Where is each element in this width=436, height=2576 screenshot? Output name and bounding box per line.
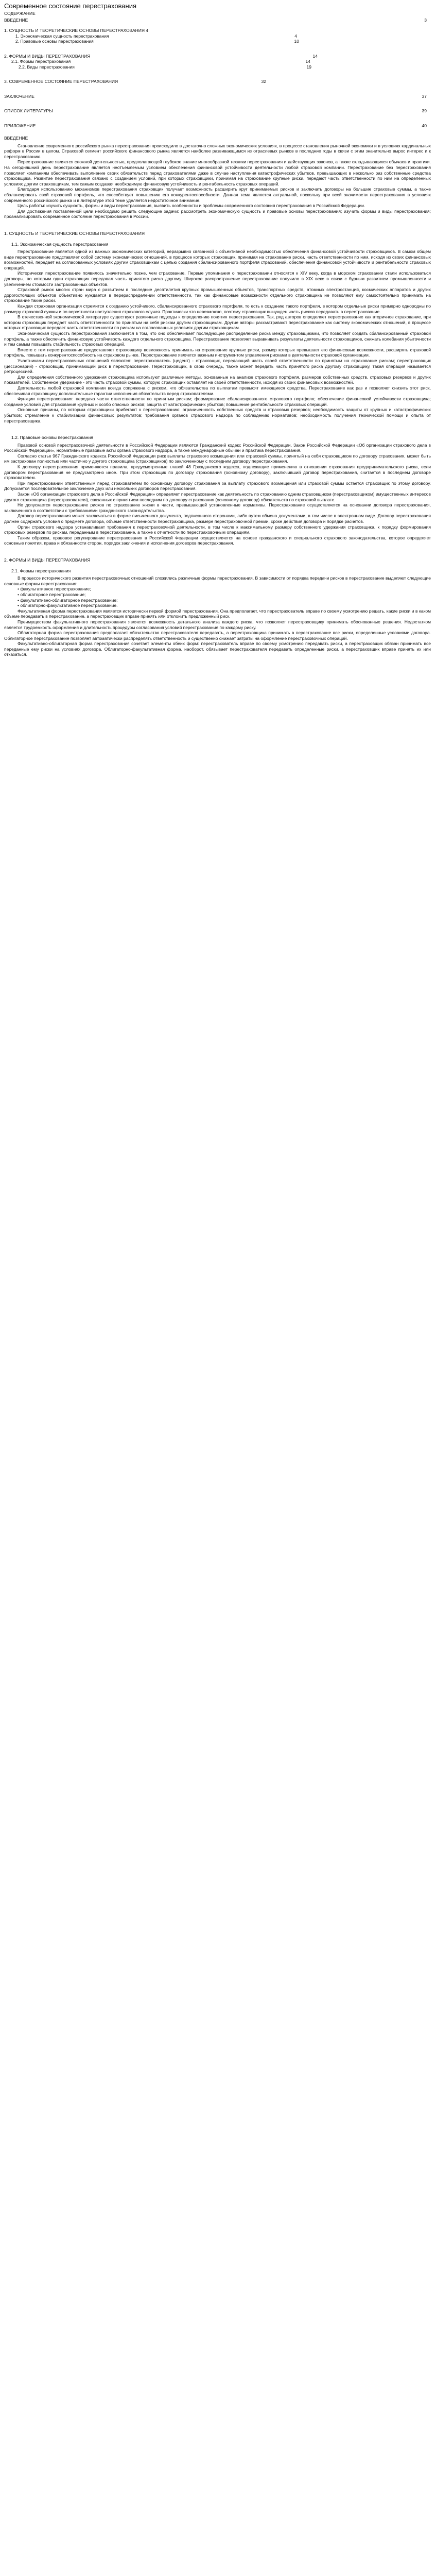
section-2-1-heading: 2.1. Формы перестрахования [11, 568, 71, 573]
toc-item-references[interactable] [4, 108, 431, 114]
section-1-1-paragraph: Каждая страховая организация стремится к созданию устойчивого, сбалансированного страхового портфеля, то есть к созданию такого портфеля, в котором отдельные риски примерно однородны по размеру страховой суммы и по вероятности наступления страхового случая. Практически это невозможно, поэтому страховщик вынужден часть рисков передавать в перестрахование. [4, 303, 431, 314]
toc-item-label: 3. СОВРЕМЕННОЕ СОСТОЯНИЕ ПЕРЕСТРАХОВАНИЯ [4, 79, 118, 84]
toc-item-page: 32 [261, 79, 266, 84]
intro-heading: ВВЕДЕНИЕ [4, 135, 28, 141]
table-of-contents [4, 11, 431, 128]
section-1-1-paragraph: Для определения собственного удержания страховщика используют различные методы, основанные на анализе страхового портфеля, размеров собственных средств, страховых резервов и других показателей. Собственное удержание - это часть страховой суммы, которую страховщик оставляет на своей ответственности, исходя из своих финансовых возможностей. [4, 374, 431, 385]
toc-item-conclusion[interactable] [4, 94, 431, 99]
section-1-1-paragraph: Исторически перестрахование появилось значительно позже, чем страхование. Первые упоминания о перестраховании относятся к XIV веку, когда в морском страховании стали использоваться договоры, по которым один страховщик передавал часть принятого риска другому. Широкое распространение перестрахование получило в XIX веке в связи с бурным развитием промышленности и увеличением стоимости застрахованных объектов. [4, 270, 431, 287]
toc-item-label: 2. Правовые основы перестрахования [15, 39, 94, 44]
toc-item-section-1-1[interactable] [4, 33, 431, 39]
section-1-2-paragraph: Закон «Об организации страхового дела в Российской Федерации» определяет перестрахование как деятельность по страхованию одним страховщиком (перестраховщиком) имущественных интересов другого страховщика (перестрахователя), связанных с принятием последним по договору страхования (основному договору) обязательств по страховой выплате. [4, 492, 431, 502]
toc-heading: СОДЕРЖАНИЕ [4, 11, 36, 16]
toc-item-label: 1. Экономическая сущность перестрахования [15, 33, 109, 39]
toc-item-page: 10 [294, 39, 299, 44]
toc-item-section-1-2[interactable] [4, 39, 431, 44]
list-item: • облигаторное перестрахование; [18, 591, 86, 597]
list-item: • факультативно-облигаторное перестрахование; [18, 597, 118, 603]
section-1-2-paragraph: Не допускается перестрахование рисков по страхованию жизни в части, превышающей установленные нормативы. Перестрахование осуществляется на основании договора перестрахования, заключенного в соответствии с требованиями гражданского законодательства. [4, 502, 431, 513]
toc-item-page: 14 [312, 53, 318, 59]
section-1-2-paragraph: Орган страхового надзора устанавливает требования к перестраховочной деятельности, в том числе к максимальному размеру собственного удержания страховщика, к порядку формирования страховых резервов по рискам, переданным в перестрахование, а также к отчетности по перестраховочным операциям. [4, 524, 431, 535]
section-2-heading: 2. ФОРМЫ И ВИДЫ ПЕРЕСТРАХОВАНИЯ [4, 557, 91, 563]
toc-item-page: 37 [422, 93, 427, 99]
section-1-1-paragraph: Деятельность любой страховой компании всегда сопряжена с риском, что обязательства по выплатам превысят имеющиеся средства. Перестрахование как раз и позволяет снизить этот риск, обеспечивая страховщику дополнительные гарантии исполнения обязательств перед страхователями. [4, 385, 431, 396]
section-1-2-paragraph: К договору перестрахования применяются правила, предусмотренные главой 48 Гражданского кодекса, подлежащие применению в отношении страхования предпринимательского риска, если договором перестрахования не предусмотрено иное. При этом страховщик по договору страхования (основному договору), заключивший договор перестрахования, считается в последнем договоре страхователем. [4, 464, 431, 481]
section-1-1-paragraph: В отечественной экономической литературе существуют различные подходы к определению понятия перестрахования. Так, ряд авторов определяет перестрахование как вторичное страхование, при котором страховщик передает часть ответственности по принятым на себя рискам другим страховщикам. Другие авторы рассматривают перестрахование как систему экономических отношений, в процессе которых страховщик передает часть ответственности по рискам на согласованных условиях другим страховщикам. [4, 314, 431, 331]
toc-item-label: ВВЕДЕНИЕ [4, 17, 28, 23]
intro-paragraph: Перестрахование является сложной деятельностью, предполагающей глубокое знание многообразной техники перестрахования и действующих законов, а также складывающихся обычаев и практики. На сегодняшний день перестрахование является неотъемлемым условием обеспечения финансовой устойчивости деятельности любой страховой компании. Перестрахование без перестрахования позволяет компаниям обеспечивать выполнение своих обязательств перед страхователями даже в случае наступления катастрофических убытков, превышающих в несколько раз собственные средства страховщика. Развитие перестрахования связано с созданием условий, при которых страховщики, принимая на страхование крупные риски, передают часть ответственности по ним на определенных условиях другим страховщикам, тем самым создавая необходимую финансовую устойчивость и рентабельность страховых операций. [4, 159, 431, 187]
section-2-1-paragraph: Факультативно-облигаторная форма перестрахования сочетает элементы обеих форм: перестрахователь вправе по своему усмотрению передавать риски, а перестраховщик обязан принимать все переданные ему риски на условиях договора. Облигаторно-факультативная форма, наоборот, обязывает перестрахователя передавать определенные риски, а перестраховщик вправе принять их или отказаться. [4, 641, 431, 657]
toc-item-section-1[interactable] [4, 28, 431, 33]
toc-item-label: СПИСОК ЛИТЕРАТУРЫ [4, 108, 53, 113]
toc-item-section-3[interactable] [4, 79, 431, 84]
section-1-1-paragraph: Участниками перестраховочных отношений являются: перестрахователь (цедент) - страховщик, передающий часть своей ответственности по принятым на страхование рискам; перестраховщик (цессионарий) - страховщик, принимающий риск в перестрахование. Перестраховщик, в свою очередь, также может передать часть принятого риска другому страховщику, такая операция называется ретроцессией. [4, 358, 431, 375]
section-1-1-paragraph: Перестрахование является одной из важных экономических категорий, неразрывно связанной с объективной необходимостью обеспечения финансовой устойчивости страховщиков. В самом общем виде перестрахование представляет собой систему экономических отношений, в процессе которых страховщик, принимая на страхование риски, часть ответственности по ним, исходя из своих финансовых возможностей, передает на согласованных условиях другим страховщикам с целью создания сбалансированного портфеля страхований, обеспечения финансовой устойчивости и рентабельности страховых операций. [4, 249, 431, 270]
section-1-2-paragraph: Согласно статье 967 Гражданского кодекса Российской Федерации риск выплаты страхового возмещения или страховой суммы, принятый на себя страховщиком по договору страхования, может быть им застрахован полностью или частично у другого страховщика (страховщиков) по заключенному с последним договору перестрахования. [4, 453, 431, 464]
intro-paragraph: Становление современного российского рынка перестрахования происходило в достаточно сложных экономических условиях, в процессе становления рыночной экономики и в условиях кардинальных реформ в России в целом. Страховой сегмент российского финансового рынка является наиболее развивающимся из отраслевых рынков в последние годы в связи с этим значительно вырос интерес и к перестрахованию. [4, 143, 431, 159]
section-1-heading: 1. СУЩНОСТЬ И ТЕОРЕТИЧЕСКИЕ ОСНОВЫ ПЕРЕСТРАХОВАНИЯ [4, 230, 145, 236]
list-item: • факультативное перестрахование; [18, 586, 91, 592]
toc-item-label: 2.1. Формы перестрахования [11, 59, 71, 64]
toc-item-page: 19 [306, 64, 311, 70]
toc-item-section-2-1[interactable] [4, 59, 431, 64]
list-item: • облигаторно-факультативное перестрахование. [18, 603, 118, 608]
intro-paragraph: Для достижения поставленной цели необходимо решить следующие задачи: рассмотреть экономическую сущность и правовые основы перестрахования; изучить формы и виды перестрахования; проанализировать современное состояние перестрахования в России. [4, 208, 431, 219]
toc-item-page: 14 [305, 59, 310, 64]
section-1-1-paragraph: Экономическая сущность перестрахования заключается в том, что оно обеспечивает последующее распределение риска между страховщиками, что позволяет создать сбалансированный страховой портфель, а также обеспечить финансовую устойчивость каждого отдельного страховщика. Перестрахование позволяет выравнивать результаты деятельности страховщиков, снижать колебания убыточности и тем самым повышать стабильность страховых операций. [4, 331, 431, 347]
section-2-1-paragraph: Преимуществом факультативного перестрахования является возможность детального анализа каждого риска, что позволяет перестраховщику принимать обоснованные решения. Недостатком является трудоемкость оформления и длительность процедуры согласования условий перестрахования по каждому риску. [4, 619, 431, 630]
toc-item-page: 40 [422, 123, 427, 128]
intro-paragraph: Цель работы: изучить сущность, формы и виды перестрахования, выявить особенности и проблемы современного состояния перестрахования в Российской Федерации. [18, 203, 365, 209]
toc-item-appendix[interactable] [4, 123, 431, 129]
section-2-1-paragraph: Факультативная форма перестрахования является исторически первой формой перестрахования. Она предполагает, что перестрахователь вправе по своему усмотрению решать, какие риски и в каком объеме передавать в перестрахование, а перестраховщик вправе принять или отклонить предложенный риск. [4, 608, 431, 619]
section-1-2-heading: 1.2. Правовые основы перестрахования [11, 435, 93, 440]
document-title: Современное состояние перестрахования [4, 2, 137, 10]
section-1-1-paragraph: Страховой рынок многих стран мира с развитием в последние десятилетия крупных промышленных объектов, транспортных средств, атомных электростанций, космических аппаратов и других дорогостоящих объектов объективно нуждается в перераспределении ответственности, так как финансовые возможности отдельного страховщика не позволяют ему самостоятельно принимать на страхование такие риски. [4, 287, 431, 303]
section-2-1-paragraph: Облигаторная форма перестрахования предполагает обязательство перестрахователя передавать, а перестраховщика принимать в перестрахование все риски, определенные условиями договора. Облигаторное перестрахование позволяет автоматически распределять ответственность и существенно снижает затраты на оформление перестраховочных операций. [4, 630, 431, 641]
toc-item-label: 2.2. Виды перестрахования [19, 64, 75, 70]
toc-item-section-2-2[interactable] [4, 64, 431, 70]
section-1-1-paragraph: Функции перестрахования: передача части ответственности по принятым рискам; формирование сбалансированного страхового портфеля; обеспечение финансовой устойчивости страховщика; создание условий для страхования крупных и особо опасных рисков; защита от катастрофических убытков; повышение рентабельности страховых операций. [4, 396, 431, 407]
toc-item-label: ПРИЛОЖЕНИЕ [4, 123, 36, 128]
section-1-1-paragraph: Вместе с тем перестрахование предоставляет страховщику возможность принимать на страхование крупные риски, размер которых превышает его финансовые возможности, расширять страховой портфель, повышать конкурентоспособность на страховом рынке. Перестрахование является важным инструментом управления рисками в деятельности страховой организации. [4, 347, 431, 358]
intro-paragraph: Благодаря использованию механизмов перестрахования страховщик получает возможность расширить круг принимаемых рисков и заключать договоры на большие страховые суммы, а также сбалансировать свой страховой портфель, что способствует повышению его конкурентоспособности. Данная тема является актуальной, поскольку при всей значимости перестрахования в условиях современного российского рынка и в литературе этой теме уделяется недостаточное внимание. [4, 187, 431, 203]
section-1-2-paragraph: Договор перестрахования может заключаться в форме письменного документа, подписанного сторонами, либо путем обмена документами, в том числе в электронном виде. Договор перестрахования должен содержать условия о предмете договора, объеме ответственности перестраховщика, размере перестраховочной премии, сроке действия договора и порядке расчетов. [4, 513, 431, 524]
toc-item-label: 2. ФОРМЫ И ВИДЫ ПЕРЕСТРАХОВАНИЯ [4, 53, 91, 59]
toc-item-label: 1. СУЩНОСТЬ И ТЕОРЕТИЧЕСКИЕ ОСНОВЫ ПЕРЕСТРАХОВАНИЯ 4 [4, 28, 149, 33]
section-2-1-paragraph: В процессе исторического развития перестраховочных отношений сложились различные формы перестрахования. В зависимости от порядка передачи рисков в перестрахование выделяют следующие основные формы перестрахования: [4, 575, 431, 586]
toc-item-intro[interactable] [4, 18, 431, 23]
section-1-2-paragraph: При перестраховании ответственным перед страхователем по основному договору страхования за выплату страхового возмещения или страховой суммы остается страховщик по этому договору. Допускается последовательное заключение двух или нескольких договоров перестрахования. [4, 480, 431, 492]
section-1-1-paragraph: Основные причины, по которым страховщики прибегают к перестрахованию: ограниченность собственных средств и страховых резервов; необходимость защиты от крупных и катастрофических убытков; стремление к стабилизации финансовых результатов; требования органов страхового надзора по соблюдению нормативов; необходимость получения технической помощи и опыта от перестраховщика. [4, 407, 431, 423]
toc-item-label: ЗАКЛЮЧЕНИЕ [4, 93, 34, 99]
document-body [4, 135, 431, 657]
toc-item-page: 39 [422, 108, 427, 113]
toc-item-section-2[interactable] [4, 54, 431, 59]
section-1-2-paragraph: Правовой основой перестраховочной деятельности в Российской Федерации являются Гражданский кодекс Российской Федерации, Закон Российской Федерации «Об организации страхового дела в Российской Федерации», нормативные правовые акты органа страхового надзора, а также международные обычаи и практика перестрахования. [4, 442, 431, 453]
section-1-1-heading: 1.1. Экономическая сущность перестрахования [11, 241, 109, 247]
toc-item-page: 3 [424, 17, 427, 23]
section-1-2-paragraph: Таким образом, правовое регулирование перестрахования в Российской Федерации осуществляется на основе гражданского и специального страхового законодательства, которое определяет основные понятия, права и обязанности сторон, порядок заключения и исполнения договоров перестрахования. [4, 535, 431, 546]
toc-item-page: 4 [294, 33, 297, 39]
